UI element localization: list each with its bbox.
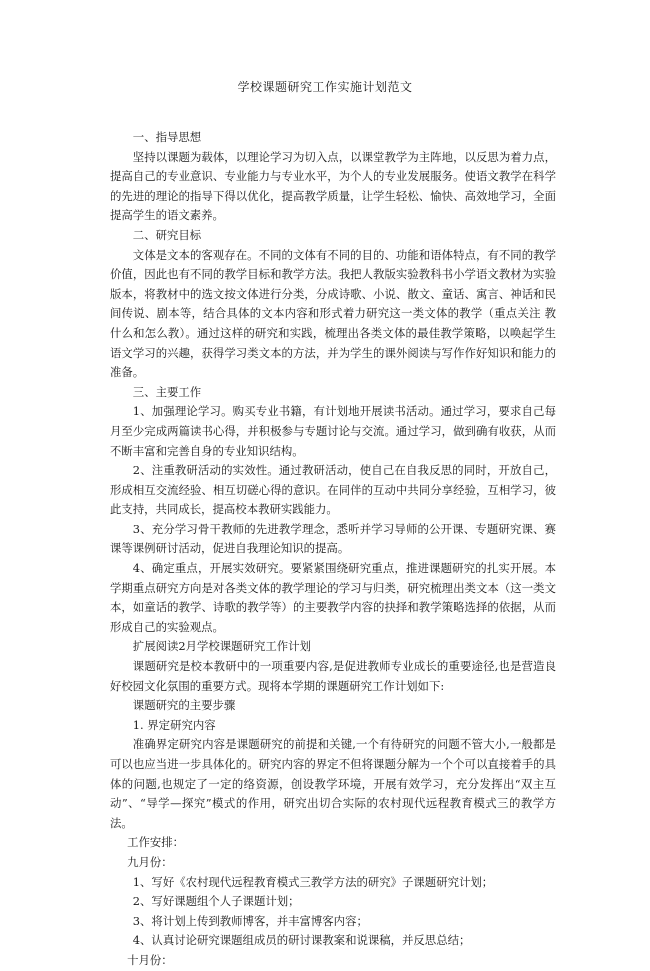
paragraph: 课题研究的主要步骤 bbox=[132, 698, 236, 713]
paragraph: 3、将计划上传到教师博客，并丰富博客内容； bbox=[132, 913, 368, 928]
paragraph: 三、主要工作 bbox=[132, 384, 202, 399]
document-title: 学校课题研究工作实施计划范文 bbox=[237, 80, 413, 94]
paragraph: 1、加强理论学习。购买专业书籍，有计划地开展读书活动。通过学习，要求自己每月至少完成两篇读书心得，并积极参与专题讨论与交流。通过学习，做到确有收获，从而不断丰富和完善自身的专业知识结构。 bbox=[110, 404, 556, 458]
paragraph: 扩展阅读2月学校课题研究工作计划 bbox=[132, 639, 311, 654]
paragraph: 课题研究是校本教研中的一项重要内容,是促进教师专业成长的重要途径,也是营造良好校园文化氛围的重要方式。现将本学期的课题研究工作计划如下: bbox=[110, 659, 556, 693]
paragraph: 九月份： bbox=[127, 854, 173, 869]
paragraph: 十月份： bbox=[127, 952, 173, 967]
paragraph: 4、确定重点，开展实效研究。要紧紧围绕研究重点，推进课题研究的扎实开展。本学期重点研究方向是对各类文体的教学理论的学习与归类，研究梳理出类文本（这一类文本，如童话的教学、诗歌的教学等）的主要教学内容的抉择和教学策略选择的依据，从而形成自己的实验观点。 bbox=[110, 561, 556, 634]
paragraph: 2、注重教研活动的实效性。通过教研活动，使自己在自我反思的同时，开放自己，形成相互交流经验、相互切磋心得的意识。在同伴的互动中共同分享经验，互相学习，彼此支持，共同成长，提高校本教研实践能力。 bbox=[110, 463, 556, 517]
paragraph: 2、写好课题组个人子课题计划； bbox=[132, 894, 300, 909]
paragraph: 工作安排： bbox=[127, 835, 185, 850]
paragraph: 1. 界定研究内容 bbox=[132, 717, 216, 732]
paragraph: 4、认真讨论研究课题组成员的研讨课教案和说课稿，并反思总结； bbox=[132, 933, 471, 948]
paragraph: 3、充分学习骨干教师的先进教学理念，悉听并学习导师的公开课、专题研究课、赛课等课例研讨活动，促进自我理论知识的提高。 bbox=[110, 521, 556, 556]
paragraph: 二、研究目标 bbox=[132, 227, 202, 242]
paragraph: 文体是文本的客观存在。不同的文体有不同的目的、功能和语体特点，有不同的教学价值，因此也有不同的教学目标和教学方法。我把人教版实验教科书小学语文教材为实验版本，将教材中的选文按文体进行分类，分成诗歌、小说、散文、童话、寓言、神话和民间传说、剧本等，结合具体的文本内容和形式着力研究这一类文体的教学（重点关注 教什么和怎么教）。通过这样的研究和实践，梳理出各类文体的最佳教学策略，以唤起学生语文学习的兴趣，获得学习类文本的方法，并为学生的课外阅读与写作作好知识和能力的准备。 bbox=[110, 247, 556, 380]
paragraph: 准确界定研究内容是课题研究的前提和关键,一个有待研究的问题不管大小,一般都是可以也应当进一步具体化的。研究内容的界定不但将课题分解为一个个可以直接着手的具体的问题,也规定了一定的络资源，创设教学环境，开展有效学习，充分发挥出“双主互动”、“导学—探究”模式的作用，研究出切合实际的农村现代远程教育模式三的教学方法。 bbox=[110, 737, 556, 830]
paragraph: 坚持以课题为载体，以理论学习为切入点，以课堂教学为主阵地，以反思为着力点，提高自己的专业意识、专业能力与专业水平，为个人的专业发展服务。使语文教学在科学的先进的理论的指导下得以优化，提高教学质量，让学生轻松、愉快、高效地学习，全面提高学生的语文素养。 bbox=[110, 149, 556, 223]
document-body bbox=[110, 128, 556, 971]
paragraph: 一、指导思想 bbox=[132, 130, 202, 144]
paragraph: 1、写好《农村现代远程教育模式三教学方法的研究》子课题研究计划； bbox=[132, 874, 494, 889]
